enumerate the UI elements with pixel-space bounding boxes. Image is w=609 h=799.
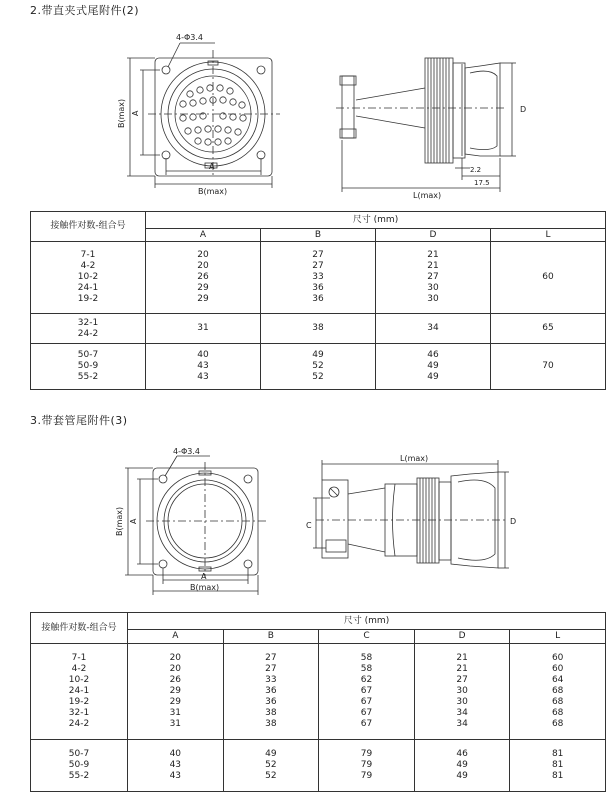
table1-col-a: A — [146, 229, 261, 242]
mount-hole — [159, 475, 167, 483]
table1-group1-d: 21 21 27 30 30 — [376, 242, 491, 314]
mount-hole — [257, 66, 265, 74]
table1-group2-a: 31 — [146, 314, 261, 344]
label-2-2: 2.2 — [470, 166, 482, 174]
label-a: A — [131, 110, 140, 116]
table1-group3-b: 49 52 52 — [261, 344, 376, 390]
side-view — [336, 58, 516, 192]
label-a-bottom: A — [209, 162, 215, 171]
label-b-bottom: B(max) — [190, 583, 220, 592]
table2-col-d: D — [414, 630, 510, 644]
side-view — [313, 460, 509, 568]
table1-group1-a: 20 20 26 29 29 — [146, 242, 261, 314]
label-a-bottom: A — [201, 572, 207, 581]
table2-group2-b: 49 52 52 — [223, 740, 319, 792]
label-l: L(max) — [400, 454, 429, 463]
label-d: D — [510, 517, 517, 526]
table1-size-header: 尺寸 (mm) — [146, 212, 606, 229]
table1-group2-b: 38 — [261, 314, 376, 344]
label-a: A — [129, 518, 138, 524]
mount-hole — [159, 560, 167, 568]
label-c: C — [306, 521, 312, 530]
table1-group3-a: 40 43 43 — [146, 344, 261, 390]
table1-group1-keys: 7-1 4-2 10-2 24-1 19-2 — [31, 242, 146, 314]
table1-group3-d: 46 49 49 — [376, 344, 491, 390]
table1-group1-l: 60 — [491, 242, 606, 314]
table1-group2-d: 34 — [376, 314, 491, 344]
table1-row-header: 接触件对数-组合号 — [31, 212, 146, 242]
table1-group3-keys: 50-7 50-9 55-2 — [31, 344, 146, 390]
table2-col-b: B — [223, 630, 319, 644]
table2-group1-c: 58 58 62 67 67 67 67 — [319, 644, 415, 740]
label-b-max: B(max) — [115, 506, 124, 536]
table1-group2-l: 65 — [491, 314, 606, 344]
table2-group2-d: 46 49 49 — [414, 740, 510, 792]
table2-group1-b: 27 27 33 36 36 38 38 — [223, 644, 319, 740]
section2-title: 3.带套管尾附件(3) — [30, 414, 128, 427]
mount-hole — [162, 66, 170, 74]
table2-group2-c: 79 79 79 — [319, 740, 415, 792]
table2-row-header: 接触件对数-组合号 — [31, 613, 128, 644]
label-holes: 4-Φ3.4 — [173, 448, 200, 456]
mount-hole — [257, 151, 265, 159]
table1-col-l: L — [491, 229, 606, 242]
table2-group1-keys: 7-1 4-2 10-2 24-1 19-2 32-1 24-2 — [31, 644, 128, 740]
table1-group3-l: 70 — [491, 344, 606, 390]
label-b-bottom: B(max) — [198, 187, 228, 196]
table1-group1-b: 27 27 33 36 36 — [261, 242, 376, 314]
label-b-max: B(max) — [117, 98, 126, 128]
mount-hole — [162, 151, 170, 159]
table2-group1-d: 21 21 27 30 30 34 34 — [414, 644, 510, 740]
section1-drawing — [0, 28, 609, 203]
mount-hole — [244, 475, 252, 483]
table1-col-d: D — [376, 229, 491, 242]
section1-title: 2.带直夹式尾附件(2) — [30, 4, 140, 17]
table2-group2-keys: 50-7 50-9 55-2 — [31, 740, 128, 792]
label-17-5: 17.5 — [474, 179, 490, 187]
section2-drawing — [0, 448, 609, 600]
label-l: L(max) — [413, 191, 442, 200]
table2-group1-l: 60 60 64 68 68 68 68 — [510, 644, 606, 740]
mount-hole — [244, 560, 252, 568]
label-holes: 4-Φ3.4 — [176, 33, 203, 42]
table2-group1-a: 20 20 26 29 29 31 31 — [128, 644, 224, 740]
table1-col-b: B — [261, 229, 376, 242]
section2-table — [30, 612, 606, 792]
label-d: D — [520, 105, 527, 114]
table2-group2-a: 40 43 43 — [128, 740, 224, 792]
table2-col-a: A — [128, 630, 224, 644]
table2-col-l: L — [510, 630, 606, 644]
table2-col-c: C — [319, 630, 415, 644]
table2-group2-l: 81 81 81 — [510, 740, 606, 792]
table2-size-header: 尺寸 (mm) — [128, 613, 606, 630]
section1-table — [30, 211, 606, 390]
table1-group2-keys: 32-1 24-2 — [31, 314, 146, 344]
